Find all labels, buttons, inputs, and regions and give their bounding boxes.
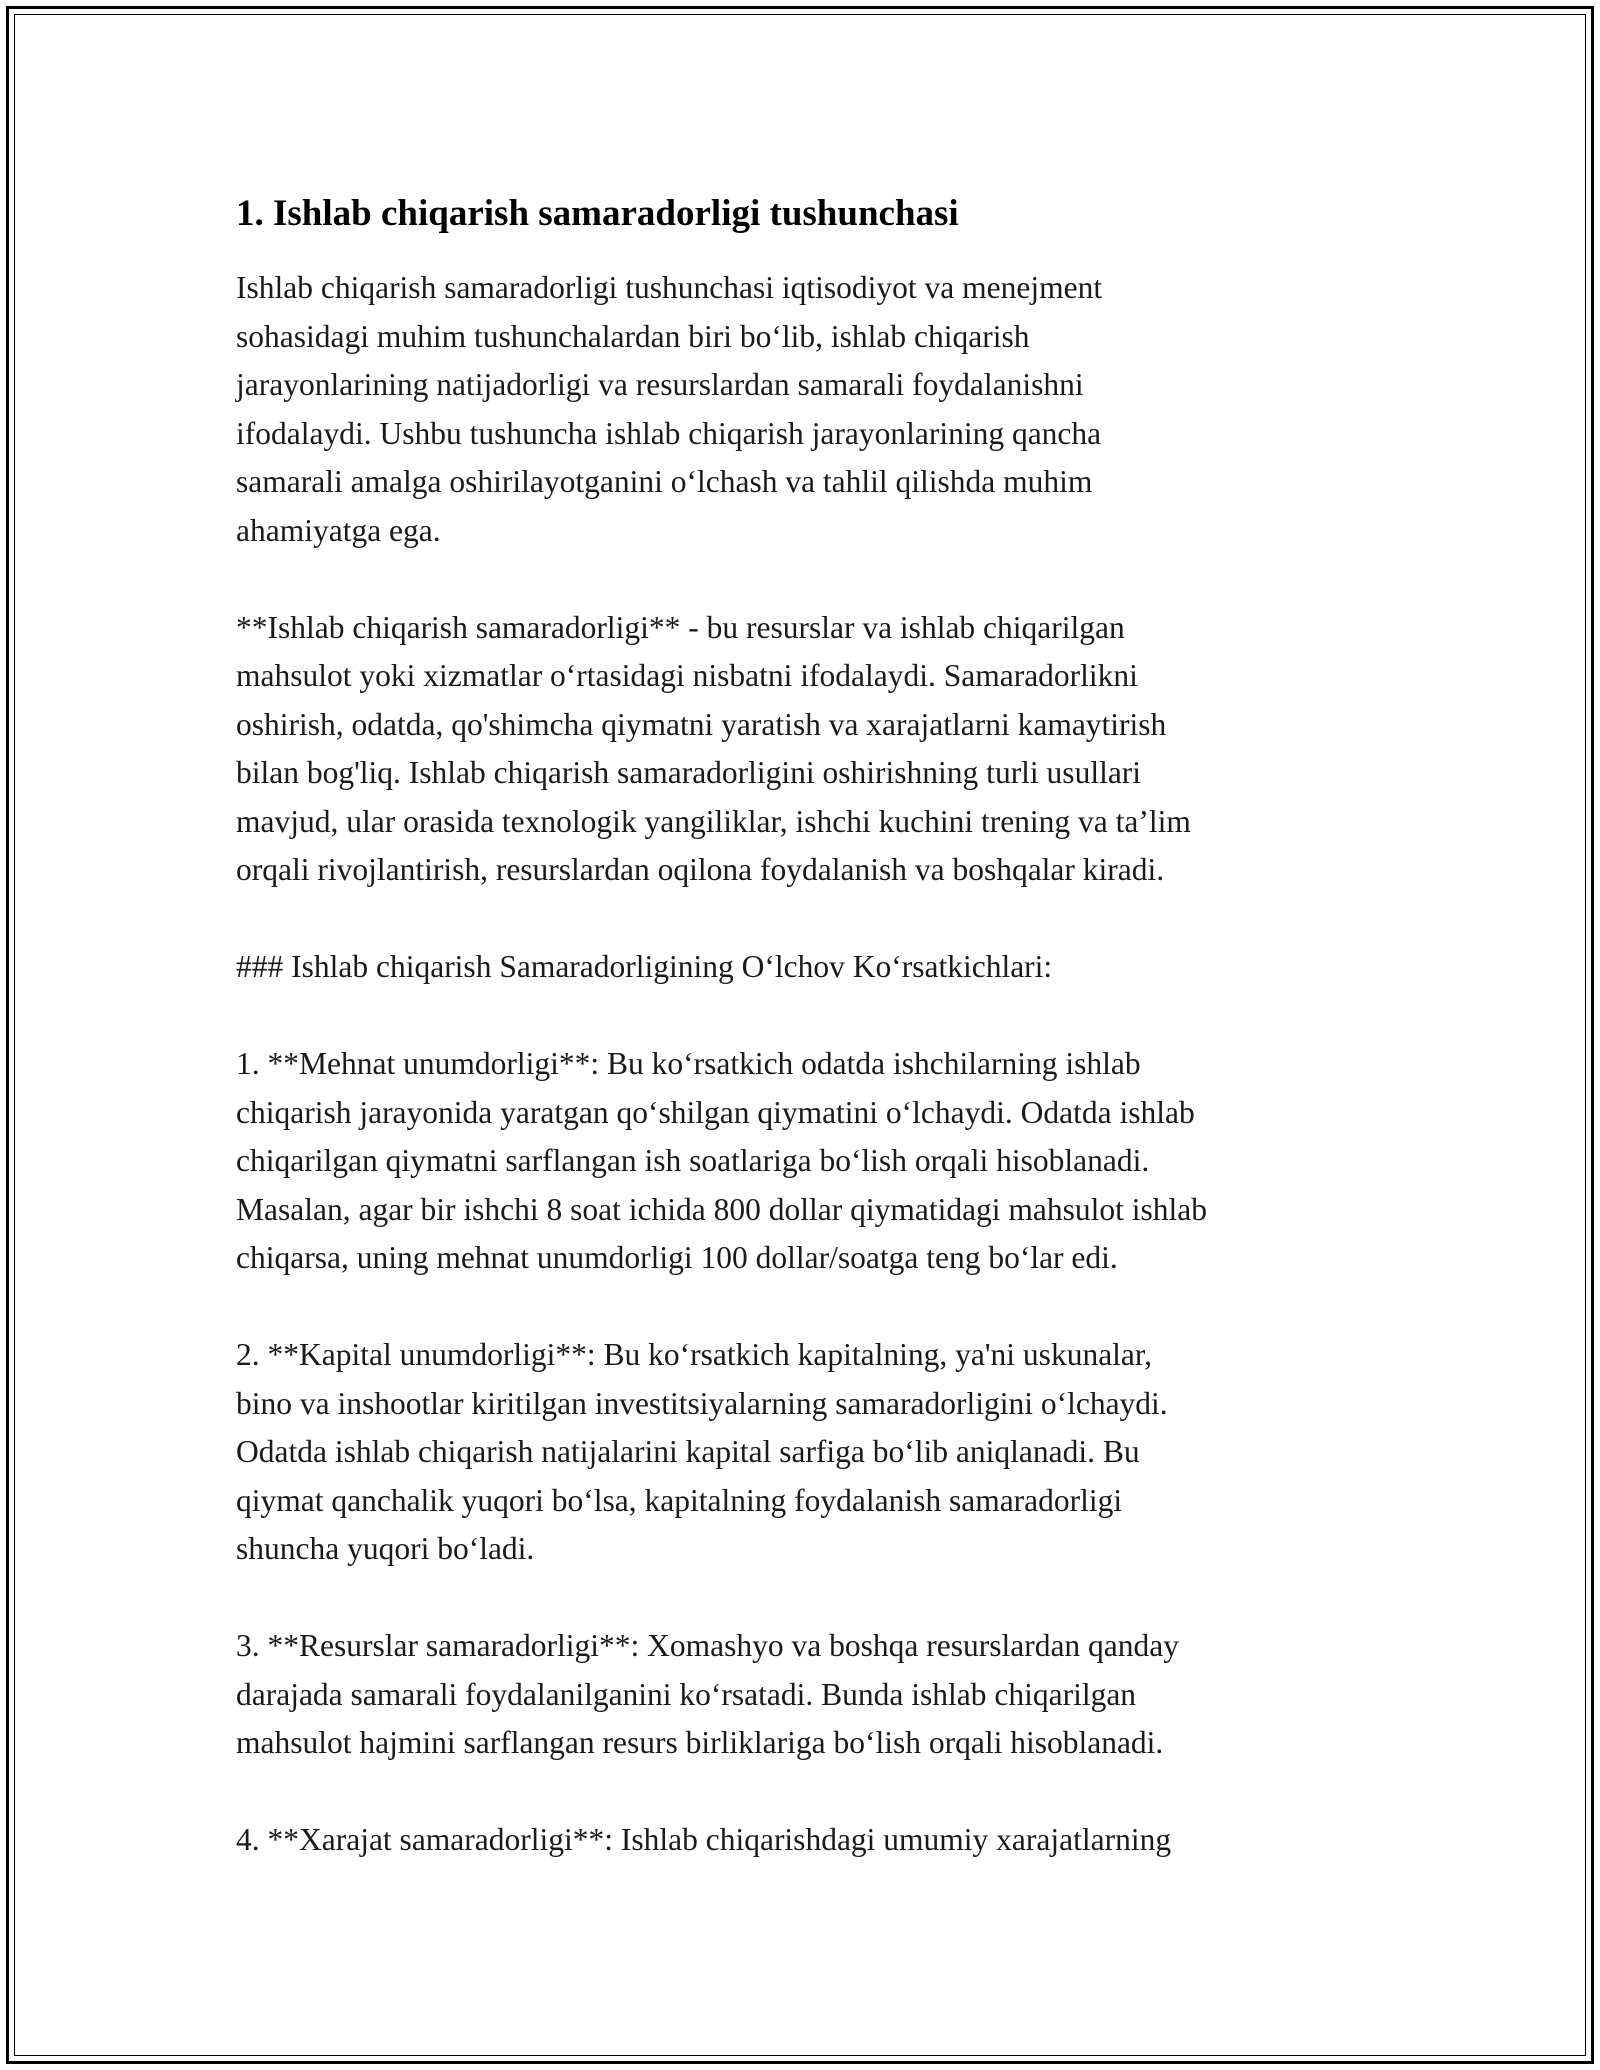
text-line: **Ishlab chiqarish samaradorligi** - bu resurslar va ishlab chiqarilgan <box>236 609 1125 645</box>
text-line: ifodalaydi. Ushbu tushuncha ishlab chiqarish jarayonlarining qancha <box>236 415 1102 451</box>
text-line: darajada samarali foydalanilganini ko‘rsatadi. Bunda ishlab chiqarilgan <box>236 1676 1137 1712</box>
text-line: samarali amalga oshirilayotganini o‘lchash va tahlil qilishda muhim <box>236 464 1093 499</box>
text-line: ### Ishlab chiqarish Samaradorligining O‘lchov Ko‘rsatkichlari: <box>236 949 1053 984</box>
text-line: orqali rivojlantirish, resurslardan oqilona foydalanish va boshqalar kiradi. <box>236 852 1165 887</box>
paragraph-item-1 <box>236 1040 1396 1283</box>
text-line: 1. **Mehnat unumdorligi**: Bu ko‘rsatkich odatda ishchilarning ishlab <box>236 1046 1141 1081</box>
text-line: qiymat qanchalik yuqori bo‘lsa, kapitalning foydalanish samaradorligi <box>236 1482 1123 1518</box>
paragraph-item-3 <box>236 1622 1396 1768</box>
text-line: sohasidagi muhim tushunchalardan biri bo‘lib, ishlab chiqarish <box>236 318 1030 354</box>
text-line: Masalan, agar bir ishchi 8 soat ichida 800 dollar qiymatidagi mahsulot ishlab <box>236 1191 1208 1227</box>
text-line: Ishlab chiqarish samaradorligi tushunchasi iqtisodiyot va menejment <box>236 270 1103 305</box>
text-line: oshirish, odatda, qo'shimcha qiymatni yaratish va xarajatlarni kamaytirish <box>236 706 1167 742</box>
text-line: mahsulot hajmini sarflangan resurs birliklariga bo‘lish orqali hisoblanadi. <box>236 1725 1164 1760</box>
paragraph-item-2 <box>236 1331 1396 1574</box>
text-line: chiqarilgan qiymatni sarflangan ish soatlariga bo‘lish orqali hisoblanadi. <box>236 1143 1150 1178</box>
document-body <box>236 190 1396 1865</box>
text-line: mahsulot yoki xizmatlar o‘rtasidagi nisbatni ifodalaydi. Samaradorlikni <box>236 658 1138 693</box>
text-line: bilan bog'liq. Ishlab chiqarish samaradorligini oshirishning turli usullari <box>236 755 1142 790</box>
text-line: chiqarsa, uning mehnat unumdorligi 100 dollar/soatga teng bo‘lar edi. <box>236 1240 1118 1275</box>
text-line: shuncha yuqori bo‘ladi. <box>236 1531 535 1566</box>
text-line: 3. **Resurslar samaradorligi**: Xomashyo va boshqa resurslardan qanday <box>236 1628 1180 1663</box>
text-line: bino va inshootlar kiritilgan investitsiyalarning samaradorligini o‘lchaydi. <box>236 1385 1168 1421</box>
text-line: chiqarish jarayonida yaratgan qo‘shilgan qiymatini o‘lchaydi. Odatda ishlab <box>236 1094 1195 1130</box>
paragraph-subheading <box>236 943 1396 992</box>
paragraph-intro <box>236 264 1396 555</box>
text-line: jarayonlarining natijadorligi va resurslardan samarali foydalanishni <box>236 367 1084 402</box>
text-line: 2. **Kapital unumdorligi**: Bu ko‘rsatkich kapitalning, ya'ni uskunalar, <box>236 1337 1153 1372</box>
text-line: Odatda ishlab chiqarish natijalarini kapital sarfiga bo‘lib aniqlanadi. Bu <box>236 1434 1140 1469</box>
paragraph-definition <box>236 604 1396 895</box>
paragraph-item-4 <box>236 1816 1396 1865</box>
text-line: ahamiyatga ega. <box>236 512 441 548</box>
section-heading: 1. Ishlab chiqarish samaradorligi tushunchasi <box>236 193 959 234</box>
text-line: mavjud, ular orasida texnologik yangiliklar, ishchi kuchini trening va ta’lim <box>236 803 1191 839</box>
text-line: 4. **Xarajat samaradorligi**: Ishlab chiqarishdagi umumiy xarajatlarning <box>236 1822 1172 1857</box>
